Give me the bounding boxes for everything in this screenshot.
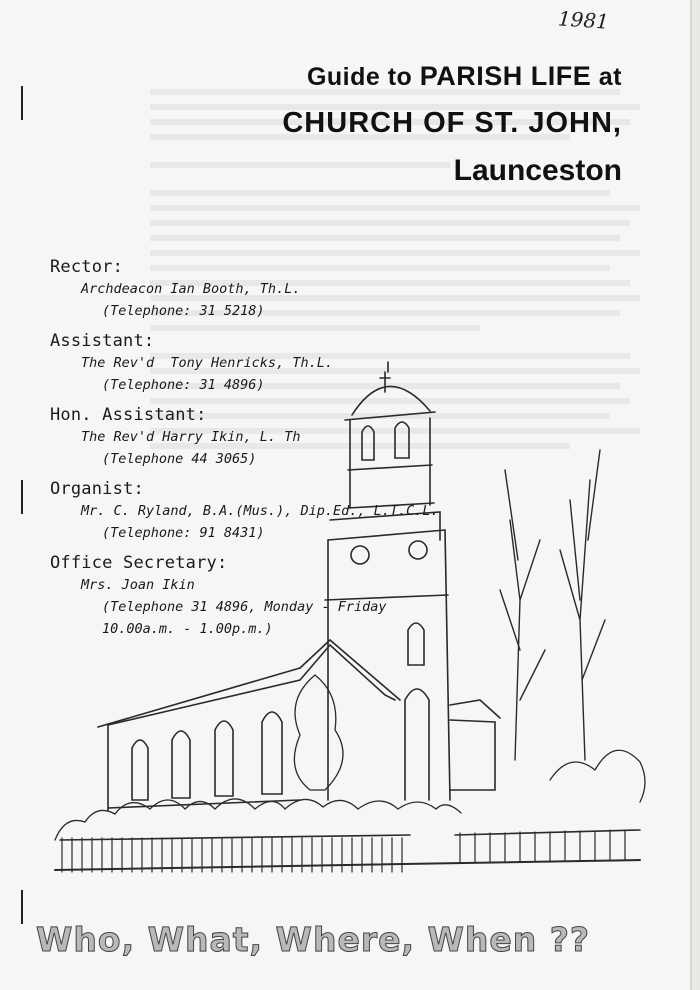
town-name: Launceston bbox=[453, 154, 622, 187]
church-name: CHURCH OF ST. JOHN, bbox=[282, 107, 622, 139]
margin-mark-middle bbox=[21, 480, 23, 514]
hon-assistant-name: The Rev'd Harry Ikin, L. Th bbox=[81, 429, 301, 445]
title-suffix: at bbox=[598, 63, 622, 91]
assistant-entry bbox=[50, 330, 490, 396]
office-secretary-title: Office Secretary: bbox=[50, 553, 228, 573]
parish-staff-list bbox=[50, 256, 490, 648]
title-main: PARISH LIFE bbox=[419, 61, 592, 91]
organist-title: Organist: bbox=[50, 479, 144, 499]
hon-assistant-title: Hon. Assistant: bbox=[50, 405, 207, 425]
handwritten-year: 1981 bbox=[557, 6, 610, 34]
organist-name: Mr. C. Ryland, B.A.(Mus.), Dip.Ed., L.T.C.L. bbox=[81, 503, 439, 519]
office-secretary-hours: 10.00a.m. - 1.00p.m.) bbox=[102, 621, 273, 637]
rector-title: Rector: bbox=[50, 257, 124, 277]
title-prefix: Guide to bbox=[306, 63, 413, 91]
margin-mark-bottom bbox=[21, 890, 23, 924]
margin-mark-top bbox=[21, 86, 23, 120]
organist-phone: (Telephone: 91 8431) bbox=[102, 525, 265, 541]
rector-entry bbox=[50, 256, 490, 322]
rector-name: Archdeacon Ian Booth, Th.L. bbox=[81, 281, 301, 297]
hon-assistant-phone: (Telephone 44 3065) bbox=[102, 451, 257, 467]
page-title bbox=[122, 58, 622, 191]
office-secretary-name: Mrs. Joan Ikin bbox=[81, 577, 195, 593]
office-secretary-phone: (Telephone 31 4896, Monday - Friday bbox=[102, 599, 387, 615]
rector-phone: (Telephone: 31 5218) bbox=[102, 303, 265, 319]
assistant-name: The Rev'd Tony Henricks, Th.L. bbox=[81, 355, 333, 371]
office-secretary-entry bbox=[50, 552, 490, 640]
footer-tagline: Who, What, Where, When ?? bbox=[36, 920, 591, 959]
title-line-1 bbox=[122, 58, 622, 95]
hon-assistant-entry bbox=[50, 404, 490, 470]
assistant-title: Assistant: bbox=[50, 331, 155, 351]
assistant-phone: (Telephone: 31 4896) bbox=[102, 377, 265, 393]
organist-entry bbox=[50, 478, 490, 544]
